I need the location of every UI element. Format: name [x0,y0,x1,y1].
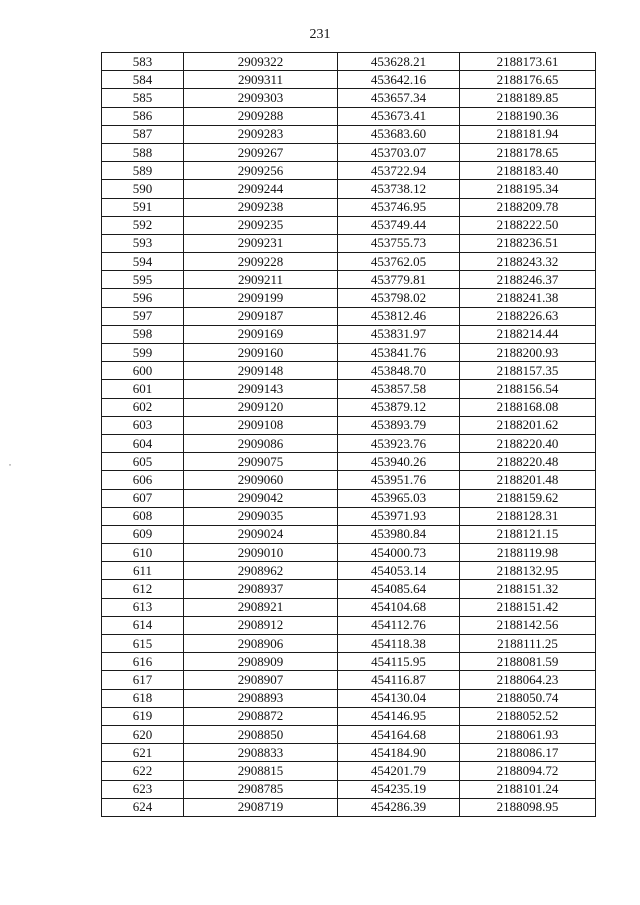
point-number-cell: 611 [102,562,184,580]
y-coordinate-cell: 2188151.42 [460,598,596,616]
code-cell: 2908815 [184,762,338,780]
x-coordinate-cell: 453703.07 [338,143,460,161]
table-row [102,234,596,252]
point-number-cell: 601 [102,380,184,398]
code-cell: 2909075 [184,453,338,471]
point-number-cell: 615 [102,635,184,653]
code-cell: 2908907 [184,671,338,689]
code-cell: 2909303 [184,89,338,107]
code-cell: 2909010 [184,544,338,562]
point-number-cell: 584 [102,71,184,89]
point-number-cell: 583 [102,53,184,71]
code-cell: 2909120 [184,398,338,416]
point-number-cell: 617 [102,671,184,689]
code-cell: 2909169 [184,325,338,343]
y-coordinate-cell: 2188220.40 [460,434,596,452]
x-coordinate-cell: 454118.38 [338,635,460,653]
point-number-cell: 605 [102,453,184,471]
x-coordinate-cell: 454000.73 [338,544,460,562]
y-coordinate-cell: 2188151.32 [460,580,596,598]
point-number-cell: 593 [102,234,184,252]
point-number-cell: 596 [102,289,184,307]
table-row [102,71,596,89]
table-row [102,434,596,452]
scan-speck: ˙ [8,461,12,475]
x-coordinate-cell: 453746.95 [338,198,460,216]
code-cell: 2908909 [184,653,338,671]
y-coordinate-cell: 2188220.48 [460,453,596,471]
code-cell: 2908833 [184,744,338,762]
coordinates-table [101,52,596,817]
code-cell: 2909160 [184,344,338,362]
table-row [102,216,596,234]
point-number-cell: 616 [102,653,184,671]
table-row [102,798,596,816]
code-cell: 2908921 [184,598,338,616]
x-coordinate-cell: 454104.68 [338,598,460,616]
x-coordinate-cell: 453965.03 [338,489,460,507]
code-cell: 2908872 [184,707,338,725]
table-row [102,762,596,780]
point-number-cell: 623 [102,780,184,798]
code-cell: 2909035 [184,507,338,525]
point-number-cell: 610 [102,544,184,562]
code-cell: 2909143 [184,380,338,398]
table-row [102,544,596,562]
y-coordinate-cell: 2188200.93 [460,344,596,362]
x-coordinate-cell: 453971.93 [338,507,460,525]
y-coordinate-cell: 2188094.72 [460,762,596,780]
x-coordinate-cell: 453749.44 [338,216,460,234]
table-row [102,562,596,580]
x-coordinate-cell: 453812.46 [338,307,460,325]
y-coordinate-cell: 2188086.17 [460,744,596,762]
table-row [102,344,596,362]
code-cell: 2909211 [184,271,338,289]
x-coordinate-cell: 454235.19 [338,780,460,798]
x-coordinate-cell: 453722.94 [338,162,460,180]
y-coordinate-cell: 2188132.95 [460,562,596,580]
table-row [102,398,596,416]
code-cell: 2909187 [184,307,338,325]
page-number: 231 [309,27,331,42]
code-cell: 2908893 [184,689,338,707]
point-number-cell: 602 [102,398,184,416]
point-number-cell: 612 [102,580,184,598]
point-number-cell: 604 [102,434,184,452]
y-coordinate-cell: 2188195.34 [460,180,596,198]
y-coordinate-cell: 2188121.15 [460,525,596,543]
y-coordinate-cell: 2188119.98 [460,544,596,562]
table-row [102,635,596,653]
x-coordinate-cell: 454164.68 [338,725,460,743]
table-row [102,162,596,180]
y-coordinate-cell: 2188178.65 [460,143,596,161]
table-row [102,416,596,434]
code-cell: 2908912 [184,616,338,634]
table-row [102,689,596,707]
code-cell: 2909238 [184,198,338,216]
x-coordinate-cell: 453857.58 [338,380,460,398]
point-number-cell: 592 [102,216,184,234]
point-number-cell: 608 [102,507,184,525]
x-coordinate-cell: 454130.04 [338,689,460,707]
x-coordinate-cell: 453831.97 [338,325,460,343]
code-cell: 2909024 [184,525,338,543]
table-row [102,725,596,743]
table-row [102,143,596,161]
point-number-cell: 594 [102,253,184,271]
table-row [102,107,596,125]
x-coordinate-cell: 453628.21 [338,53,460,71]
code-cell: 2908962 [184,562,338,580]
point-number-cell: 591 [102,198,184,216]
point-number-cell: 588 [102,143,184,161]
point-number-cell: 619 [102,707,184,725]
table-row [102,707,596,725]
code-cell: 2909283 [184,125,338,143]
y-coordinate-cell: 2188246.37 [460,271,596,289]
table-row [102,198,596,216]
point-number-cell: 620 [102,725,184,743]
y-coordinate-cell: 2188183.40 [460,162,596,180]
table-row [102,471,596,489]
table-row [102,125,596,143]
x-coordinate-cell: 454201.79 [338,762,460,780]
x-coordinate-cell: 454184.90 [338,744,460,762]
point-number-cell: 597 [102,307,184,325]
x-coordinate-cell: 453980.84 [338,525,460,543]
x-coordinate-cell: 453879.12 [338,398,460,416]
point-number-cell: 607 [102,489,184,507]
code-cell: 2908850 [184,725,338,743]
y-coordinate-cell: 2188209.78 [460,198,596,216]
y-coordinate-cell: 2188098.95 [460,798,596,816]
point-number-cell: 587 [102,125,184,143]
x-coordinate-cell: 453893.79 [338,416,460,434]
point-number-cell: 621 [102,744,184,762]
code-cell: 2909267 [184,143,338,161]
y-coordinate-cell: 2188081.59 [460,653,596,671]
point-number-cell: 609 [102,525,184,543]
code-cell: 2908785 [184,780,338,798]
x-coordinate-cell: 453841.76 [338,344,460,362]
table-row [102,489,596,507]
table-row [102,271,596,289]
x-coordinate-cell: 454146.95 [338,707,460,725]
point-number-cell: 586 [102,107,184,125]
y-coordinate-cell: 2188181.94 [460,125,596,143]
code-cell: 2909322 [184,53,338,71]
point-number-cell: 598 [102,325,184,343]
table-row [102,744,596,762]
y-coordinate-cell: 2188157.35 [460,362,596,380]
y-coordinate-cell: 2188156.54 [460,380,596,398]
y-coordinate-cell: 2188173.61 [460,53,596,71]
y-coordinate-cell: 2188064.23 [460,671,596,689]
table-row [102,671,596,689]
table-row [102,507,596,525]
x-coordinate-cell: 453779.81 [338,271,460,289]
table-row [102,89,596,107]
table-row [102,780,596,798]
x-coordinate-cell: 453657.34 [338,89,460,107]
code-cell: 2909060 [184,471,338,489]
table-row [102,180,596,198]
x-coordinate-cell: 453848.70 [338,362,460,380]
x-coordinate-cell: 454286.39 [338,798,460,816]
point-number-cell: 585 [102,89,184,107]
code-cell: 2909086 [184,434,338,452]
point-number-cell: 613 [102,598,184,616]
table-row [102,253,596,271]
x-coordinate-cell: 453683.60 [338,125,460,143]
point-number-cell: 589 [102,162,184,180]
table-row [102,653,596,671]
table-row [102,289,596,307]
x-coordinate-cell: 453951.76 [338,471,460,489]
code-cell: 2909311 [184,71,338,89]
code-cell: 2909148 [184,362,338,380]
y-coordinate-cell: 2188190.36 [460,107,596,125]
x-coordinate-cell: 454115.95 [338,653,460,671]
code-cell: 2908937 [184,580,338,598]
table-row [102,580,596,598]
point-number-cell: 622 [102,762,184,780]
code-cell: 2909256 [184,162,338,180]
y-coordinate-cell: 2188101.24 [460,780,596,798]
y-coordinate-cell: 2188243.32 [460,253,596,271]
y-coordinate-cell: 2188176.65 [460,71,596,89]
code-cell: 2909108 [184,416,338,434]
x-coordinate-cell: 454053.14 [338,562,460,580]
x-coordinate-cell: 453738.12 [338,180,460,198]
x-coordinate-cell: 454116.87 [338,671,460,689]
code-cell: 2909231 [184,234,338,252]
x-coordinate-cell: 454085.64 [338,580,460,598]
point-number-cell: 624 [102,798,184,816]
y-coordinate-cell: 2188128.31 [460,507,596,525]
table-row [102,616,596,634]
point-number-cell: 600 [102,362,184,380]
y-coordinate-cell: 2188222.50 [460,216,596,234]
y-coordinate-cell: 2188201.62 [460,416,596,434]
x-coordinate-cell: 453923.76 [338,434,460,452]
y-coordinate-cell: 2188236.51 [460,234,596,252]
x-coordinate-cell: 453673.41 [338,107,460,125]
y-coordinate-cell: 2188201.48 [460,471,596,489]
table-row [102,380,596,398]
code-cell: 2909235 [184,216,338,234]
table-row [102,307,596,325]
point-number-cell: 590 [102,180,184,198]
y-coordinate-cell: 2188168.08 [460,398,596,416]
x-coordinate-cell: 453798.02 [338,289,460,307]
code-cell: 2909244 [184,180,338,198]
y-coordinate-cell: 2188142.56 [460,616,596,634]
code-cell: 2909042 [184,489,338,507]
code-cell: 2909199 [184,289,338,307]
y-coordinate-cell: 2188214.44 [460,325,596,343]
point-number-cell: 595 [102,271,184,289]
code-cell: 2908719 [184,798,338,816]
coordinates-table-body [102,53,596,817]
x-coordinate-cell: 453762.05 [338,253,460,271]
y-coordinate-cell: 2188241.38 [460,289,596,307]
y-coordinate-cell: 2188226.63 [460,307,596,325]
y-coordinate-cell: 2188159.62 [460,489,596,507]
table-row [102,525,596,543]
x-coordinate-cell: 454112.76 [338,616,460,634]
table-row [102,362,596,380]
code-cell: 2909228 [184,253,338,271]
point-number-cell: 599 [102,344,184,362]
point-number-cell: 606 [102,471,184,489]
x-coordinate-cell: 453642.16 [338,71,460,89]
y-coordinate-cell: 2188111.25 [460,635,596,653]
y-coordinate-cell: 2188052.52 [460,707,596,725]
y-coordinate-cell: 2188189.85 [460,89,596,107]
code-cell: 2908906 [184,635,338,653]
y-coordinate-cell: 2188050.74 [460,689,596,707]
x-coordinate-cell: 453755.73 [338,234,460,252]
table-row [102,53,596,71]
table-row [102,325,596,343]
code-cell: 2909288 [184,107,338,125]
table-row [102,598,596,616]
x-coordinate-cell: 453940.26 [338,453,460,471]
table-row [102,453,596,471]
point-number-cell: 603 [102,416,184,434]
point-number-cell: 618 [102,689,184,707]
point-number-cell: 614 [102,616,184,634]
y-coordinate-cell: 2188061.93 [460,725,596,743]
